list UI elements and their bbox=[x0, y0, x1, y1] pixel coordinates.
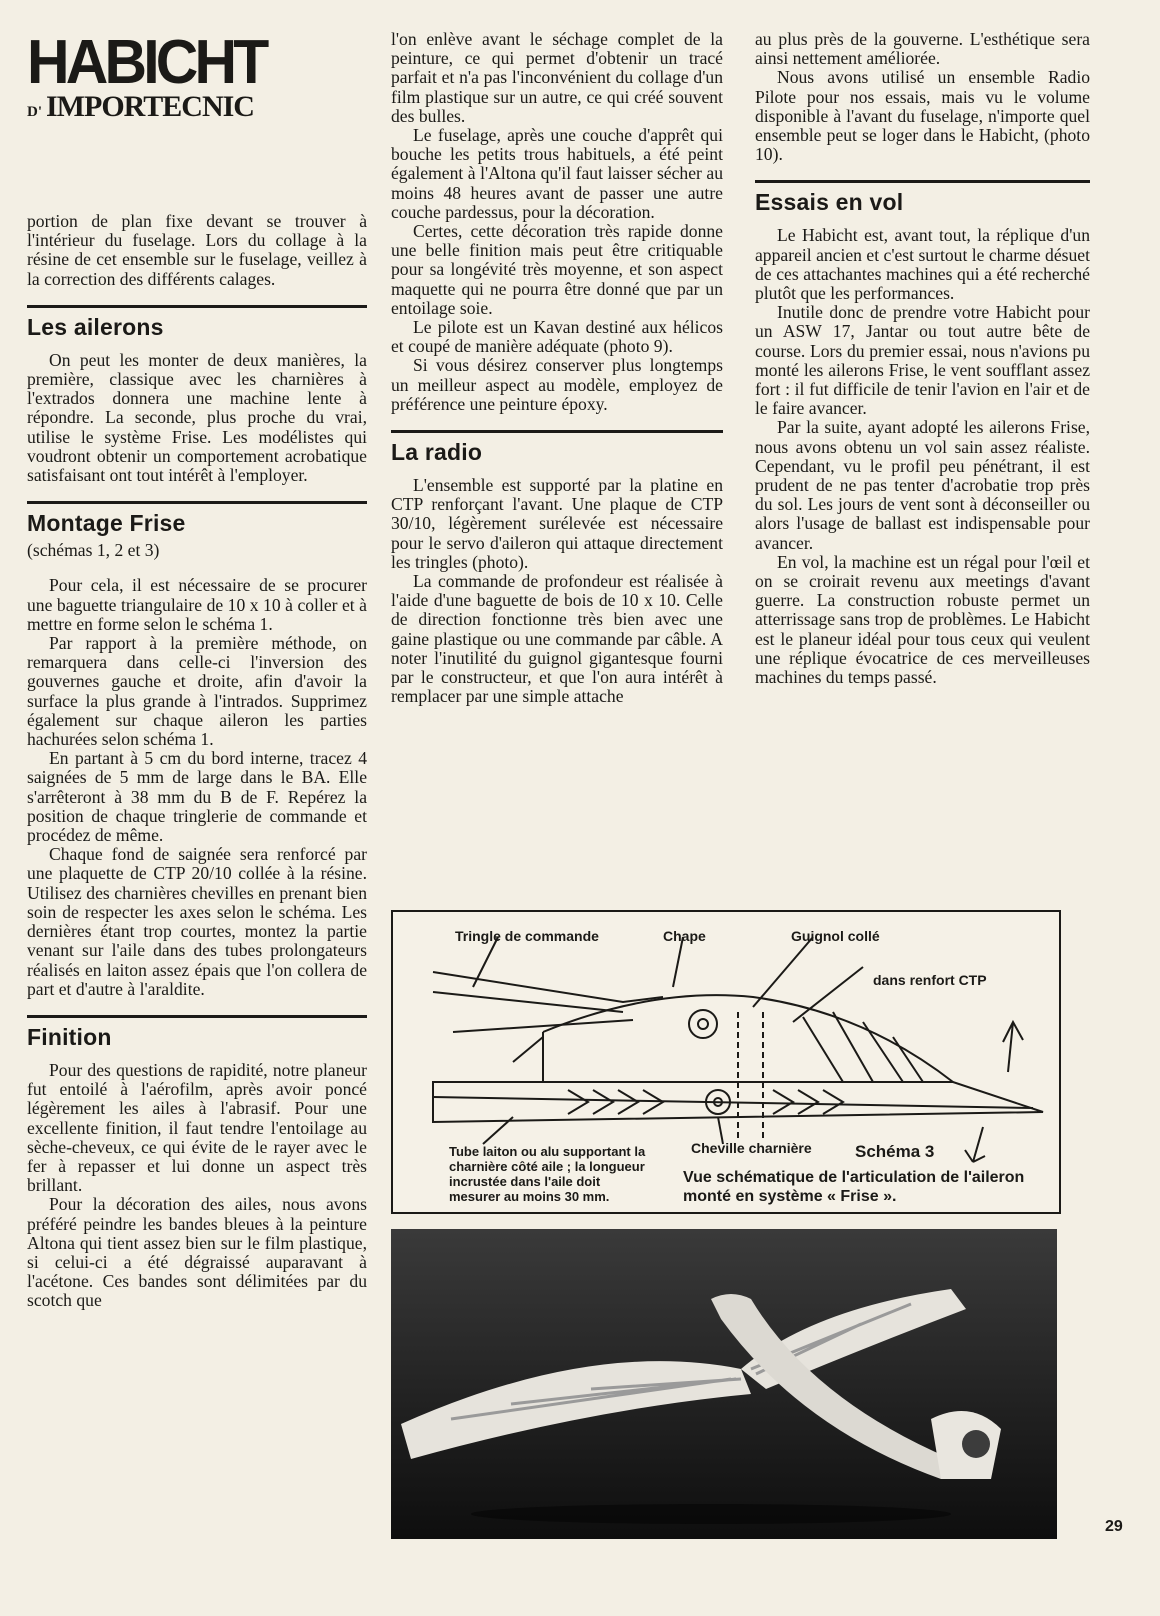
paragraph: portion de plan fixe devant se trouver à l'intérieur du fuselage. Lors du collage à la résine de cet ensemble sur le fuselage, veillez à la correction des différents calages. bbox=[27, 211, 367, 289]
divider bbox=[27, 501, 367, 504]
column-3 bbox=[755, 30, 1090, 687]
label-tube: Tube laiton ou alu supportant la charnière côté aile ; la longueur incrustée dans l'aile doit mesurer au moins 30 mm. bbox=[449, 1144, 646, 1204]
logo-brand: IMPORTECNIC bbox=[46, 90, 254, 123]
heading-finition: Finition bbox=[27, 1023, 112, 1050]
glider-photo bbox=[391, 1229, 1057, 1539]
paragraph: au plus près de la gouverne. L'esthétique sera ainsi nettement améliorée. bbox=[755, 29, 1090, 69]
paragraph: La commande de profondeur est réalisée à l'aide d'une baguette de bois de 10 x 10. Celle de direction fonctionne très bien avec une gaine plastique ou une commande par câble. A noter l'inutilité du guignol gigantesque fourni par le constructeur, et que l'on aura intérêt à remplacer par une simple attache bbox=[391, 571, 723, 707]
page-number: 29 bbox=[1105, 1518, 1123, 1535]
divider bbox=[27, 305, 367, 308]
paragraph: Chaque fond de saignée sera renforcé par une plaquette de CTP 20/10 collée à la résine. Utilisez des charnières chevilles en prenant bien soin de respecter les axes selon le schéma. Les dernières étant trop courtes, montez la partie venant sur l'aile dans des tubes prolongateurs réalisés en laiton assez épais que l'on collera de part et d'autre à l'araldite. bbox=[27, 844, 367, 999]
paragraph: Le Habicht est, avant tout, la réplique d'un appareil ancien et c'est surtout le charme désuet de ces attachantes machines qui a été recherché plutôt que les performances. bbox=[755, 225, 1090, 304]
paragraph: Pour cela, il est nécessaire de se procurer une baguette triangulaire de 10 x 10 à coller et à mettre en forme selon le schéma 1. bbox=[27, 575, 367, 634]
paragraph: Si vous désirez conserver plus longtemps un meilleur aspect au modèle, employez de préférence une peinture époxy. bbox=[391, 355, 723, 414]
label-cheville: Cheville charnière bbox=[691, 1140, 812, 1156]
paragraph: L'ensemble est supporté par la platine en CTP renforçant l'avant. Une plaque de CTP 30/10, légèrement surélevée est nécessaire pour le servo d'aileron qui attaque directement les tringles (photo). bbox=[391, 475, 723, 572]
paragraph: l'on enlève avant le séchage complet de la peinture, ce qui permet d'obtenir un tracé parfait et n'a pas l'inconvénient du collage d'un film plastique sur un autre, ce qui créé souvent des bulles. bbox=[391, 29, 723, 126]
paragraph: Nous avons utilisé un ensemble Radio Pilote pour nos essais, mais vu le volume disponible à l'avant du fuselage, n'importe quel ensemble peut se loger dans le Habicht, (photo 10). bbox=[755, 67, 1090, 165]
paragraph: Inutile donc de prendre votre Habicht pour un ASW 17, Jantar ou tout autre bête de course. Lors du premier essai, nous n'avions pu monté les ailerons Frise, le vent soufflant assez fort : il fut difficile de tenir l'avion en l'air et de le faire avancer. bbox=[755, 302, 1090, 419]
paragraph: Pour des questions de rapidité, notre planeur fut entoilé à l'aérofilm, après avoir poncé légèrement les ailes à l'abrasif. Pour une excellente finition, il faut tendre l'entoilage au sèche-cheveux, ce qui évite de le rayer avec le fer à repasser et lui donne un aspect très brillant. bbox=[27, 1059, 367, 1196]
divider bbox=[755, 180, 1090, 183]
divider bbox=[27, 1015, 367, 1018]
paragraph: En partant à 5 cm du bord interne, tracez 4 saignées de 5 mm de large dans le BA. Elle s'arrêteront à 38 mm du B de F. Repérez la position de chaque tringlerie de commande et procédez de même. bbox=[27, 748, 367, 846]
label-guignol: Guignol collé bbox=[791, 928, 880, 944]
column-1 bbox=[27, 30, 367, 1311]
heading-essais-en-vol: Essais en vol bbox=[755, 189, 904, 216]
subheading: (schémas 1, 2 et 3) bbox=[27, 540, 160, 561]
diagram-title: Schéma 3 bbox=[855, 1142, 935, 1161]
paragraph: Le fuselage, après une couche d'apprêt qui bouche les petits trous habituels, a été peint également à l'Altona qu'il faut laisser sécher au moins 48 heures avant de passer une autre couche pardessus, pour la décoration. bbox=[391, 125, 723, 222]
label-chape: Chape bbox=[663, 928, 706, 944]
paragraph: Par la suite, ayant adopté les ailerons Frise, nous avons obtenu un vol sain assez réaliste. Cependant, vu le profil peu pénétrant, il est prudent de ne pas tenter d'acrobatie trop près du sol. Les jours de vent sont à déconseiller ou alors l'usage de ballast est indispensable pour avancer. bbox=[755, 417, 1090, 553]
magazine-logo bbox=[27, 28, 367, 212]
paragraph: En vol, la machine est un régal pour l'œil et on se croirait revenu aux meetings d'avant guerre. La construction robuste permet un atterrissage sans trop de problèmes. Le Habicht est le planeur idéal pour tous ceux qui veulent une réplique évocatrice de ces merveilleuses machines du temps passé. bbox=[755, 551, 1090, 688]
label-renfort: dans renfort CTP bbox=[873, 972, 987, 988]
paragraph: Par rapport à la première méthode, on remarquera dans celle-ci l'inversion des gouvernes gauche et droite, afin d'avoir la surface la plus grande à l'intrados. Supprimez également sur chaque aileron les parties hachurées selon schéma 1. bbox=[27, 633, 367, 750]
logo-prefix: D' bbox=[27, 104, 42, 120]
paragraph: On peut les monter de deux manières, la première, classique avec les charnières à l'extrados donnera une machine lente à répondre. La seconde, plus proche du vrai, utilise le système Frise. Les modélistes qui voudront obtenir un comportement acrobatique satisfaisant ont tout intérêt à l'employer. bbox=[27, 349, 367, 486]
label-tringle: Tringle de commande bbox=[455, 928, 599, 944]
diagram-caption: Vue schématique de l'articulation de l'aileron monté en système « Frise ». bbox=[683, 1169, 1025, 1205]
divider bbox=[391, 430, 723, 433]
heading-montage-frise: Montage Frise bbox=[27, 510, 186, 537]
heading-ailerons: Les ailerons bbox=[27, 313, 164, 340]
column-2 bbox=[391, 30, 723, 707]
glider-illustration bbox=[391, 1229, 1057, 1539]
schema-3-diagram bbox=[391, 910, 1061, 1214]
heading-radio: La radio bbox=[391, 439, 483, 466]
paragraph: Certes, cette décoration très rapide donne une belle finition mais peut être critiquable pour sa longévité très moyenne, et son aspect maquette qui ne pourra être donné que par un entoilage soie. bbox=[391, 221, 723, 318]
paragraph: Le pilote est un Kavan destiné aux hélicos et coupé de manière adéquate (photo 9). bbox=[391, 317, 723, 357]
logo-main: HABICHT bbox=[27, 28, 266, 97]
paragraph: Pour la décoration des ailes, nous avons préféré peindre les bandes bleues à la peinture Altona qui tient assez bien sur le film plastique, si celui-ci a été dégraissé auparavant à l'acétone. Ces bandes sont délimitées par du scotch que bbox=[27, 1194, 367, 1311]
